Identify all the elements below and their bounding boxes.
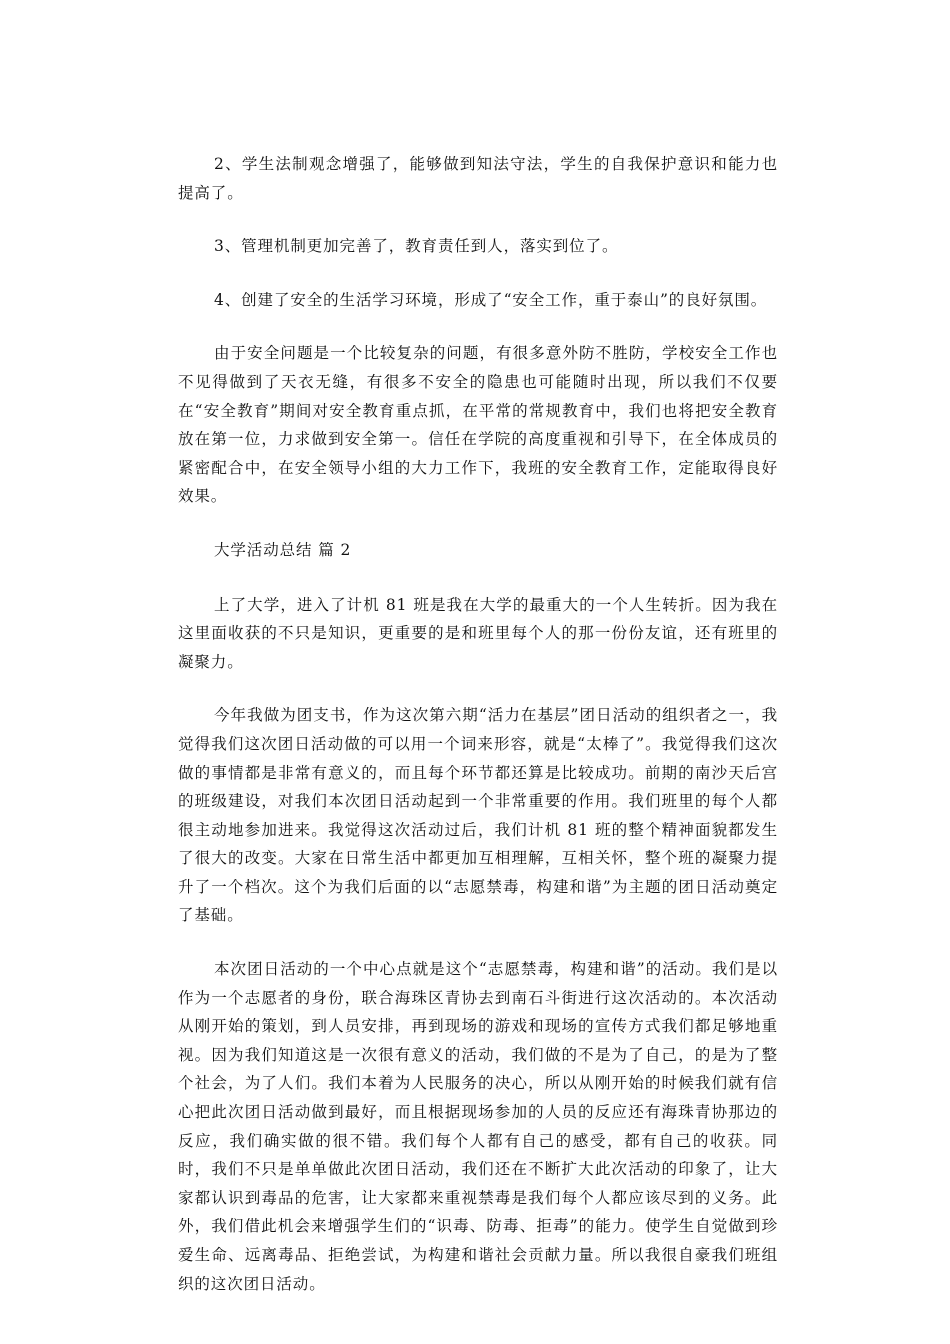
section-heading: 大学活动总结 篇 2 (214, 540, 352, 559)
paragraph-legal-awareness: 2、学生法制观念增强了，能够做到知法守法，学生的自我保护意识和能力也提高了。 (178, 155, 778, 202)
document-body (178, 150, 778, 1323)
paragraph-league-activity: 今年我做为团支书，作为这次第六期“活力在基层”团日活动的组织者之一，我觉得我们这次团日活动做的可以用一个词来形容，就是“太棒了”。我觉得我们这次做的事情都是非常有意义的，而且每个环节都还算是比较成功。前期的南沙天后宫的班级建设，对我们本次团日活动起到一个非常重要的作用。我们班里的每个人都很主动地参加进来。我觉得这次活动过后，我们计机 81 班的整个精神面貌都发生了很大的改变。大家在日常生活中都更加互相理解，互相关怀，整个班的凝聚力提升了一个档次。这个为我们后面的以“志愿禁毒，构建和谐”为主题的团日活动奠定了基础。 (178, 706, 778, 925)
paragraph-management: 3、管理机制更加完善了，教育责任到人，落实到位了。 (214, 237, 619, 256)
paragraph-safe-environment: 4、创建了安全的生活学习环境，形成了“安全工作，重于泰山”的良好氛围。 (214, 290, 768, 309)
paragraph-university-intro: 上了大学，进入了计机 81 班是我在大学的最重大的一个人生转折。因为我在这里面收获的不只是知识，更重要的是和班里每个人的那一份份友谊，还有班里的凝聚力。 (178, 595, 778, 671)
paragraph-safety-summary: 由于安全问题是一个比较复杂的问题，有很多意外防不胜防，学校安全工作也不见得做到了天衣无缝，有很多不安全的隐患也可能随时出现，所以我们不仅要在“安全教育”期间对安全教育重点抓，在平常的常规教育中，我们也将把安全教育放在第一位，力求做到安全第一。信任在学院的高度重视和引导下，在全体成员的紧密配合中，在安全领导小组的大力工作下，我班的安全教育工作，定能取得良好效果。 (178, 344, 778, 506)
paragraph-anti-drug-activity: 本次团日活动的一个中心点就是这个“志愿禁毒，构建和谐”的活动。我们是以作为一个志愿者的身份，联合海珠区青协去到南石斗街进行这次活动的。本次活动从刚开始的策划，到人员安排，再到现场的游戏和现场的宣传方式我们都足够地重视。因为我们知道这是一次很有意义的活动，我们做的不是为了自己，的是为了整个社会，为了人们。我们本着为人民服务的决心，所以从刚开始的时候我们就有信心把此次团日活动做到最好，而且根据现场参加的人员的反应还有海珠青协那边的反应，我们确实做的很不错。我们每个人都有自己的感受，都有自己的收获。同时，我们不只是单单做此次团日活动，我们还在不断扩大此次活动的印象了，让大家都认识到毒品的危害，让大家都来重视禁毒是我们每个人都应该尽到的义务。此外，我们借此机会来增强学生们的“识毒、防毒、拒毒”的能力。使学生自觉做到珍爱生命、远离毒品、拒绝尝试，为构建和谐社会贡献力量。所以我很自豪我们班组织的这次团日活动。 (178, 960, 778, 1293)
